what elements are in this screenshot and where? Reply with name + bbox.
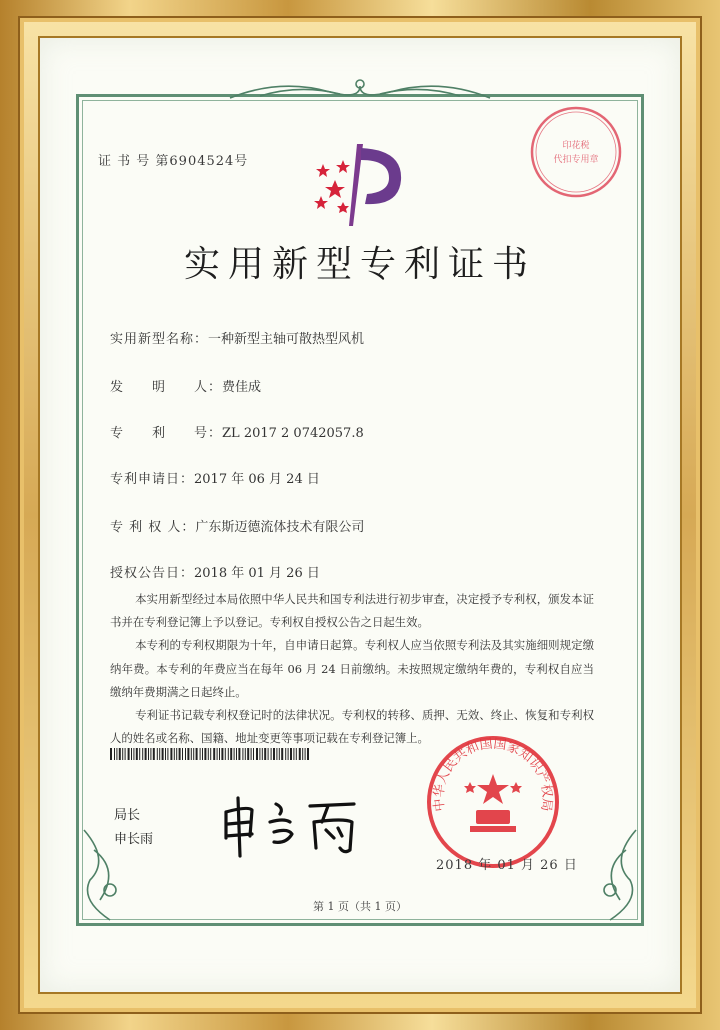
grant-date-value: 2018 年 01 月 26 日 [194, 566, 320, 581]
barcode-bar [196, 748, 198, 760]
barcode-bar [293, 748, 294, 760]
barcode-bar [213, 748, 215, 760]
barcode-bar [268, 748, 269, 760]
page-number: 第 1 页（共 1 页） [313, 900, 407, 913]
barcode-bar [264, 748, 266, 760]
barcode-bar [230, 748, 232, 760]
barcode-bar [176, 748, 177, 760]
patentee-label: 专 利 权 人： [110, 520, 196, 535]
barcode-bar [305, 748, 306, 760]
barcode-bar [122, 748, 123, 760]
barcode-bar [150, 748, 151, 760]
barcode-bar [302, 748, 303, 760]
barcode-bar [182, 748, 183, 760]
barcode-bar [251, 748, 252, 760]
barcode-bar [153, 748, 155, 760]
agent-seal-stamp [528, 104, 624, 200]
certificate-body [110, 588, 594, 750]
barcode [110, 748, 310, 760]
barcode-bar [148, 748, 149, 760]
cnipa-logo-icon [305, 140, 415, 230]
barcode-bar [307, 748, 309, 760]
signatory-title: 局长 [114, 808, 141, 823]
body-paragraph: 专利证书记载专利权登记时的法律状况。专利权的转移、质押、无效、终止、恢复和专利权人的姓名或名称、国籍、地址变更等事项记载在专利登记簿上。 [110, 708, 594, 746]
barcode-bar [114, 748, 115, 760]
top-ornament [80, 76, 640, 104]
barcode-bar [167, 748, 168, 760]
barcode-bar [136, 748, 138, 760]
filing-date-row [110, 468, 320, 487]
barcode-bar [162, 748, 164, 760]
barcode-bar [245, 748, 246, 760]
barcode-bar [191, 748, 192, 760]
barcode-bar [145, 748, 147, 760]
barcode-bar [179, 748, 181, 760]
inventor-row [110, 376, 261, 395]
barcode-bar [253, 748, 254, 760]
certificate-title: 实用新型专利证书 [183, 244, 536, 285]
body-paragraph: 本专利的专利权期限为十年，自申请日起算。专利权人应当依照专利法及其实施细则规定缴纳年费。本专利的年费应当在每年 06 月 24 日前缴纳。未按照规定缴纳年费的，专利权自应当缴纳年费期满之日起终止。 [110, 638, 594, 699]
barcode-bar [133, 748, 134, 760]
barcode-bar [281, 748, 283, 760]
barcode-bar [228, 748, 229, 760]
patent-number-value: ZL 2017 2 0742057.8 [222, 426, 364, 441]
seal-text: 中华人民共和国国家知识产权局 [431, 736, 555, 813]
barcode-bar [236, 748, 237, 760]
barcode-bar [208, 748, 209, 760]
barcode-bar [238, 748, 240, 760]
barcode-bar [279, 748, 280, 760]
barcode-bar [271, 748, 272, 760]
barcode-bar [159, 748, 160, 760]
utility-name-label: 实用新型名称： [110, 332, 209, 347]
national-ip-office-seal [418, 730, 568, 870]
barcode-bar [157, 748, 158, 760]
barcode-bar [204, 748, 206, 760]
patentee-value: 广东斯迈德流体技术有限公司 [195, 520, 365, 535]
signatory-name: 申长雨 [114, 832, 154, 847]
barcode-bar [119, 748, 121, 760]
barcode-bar [128, 748, 130, 760]
barcode-bar [202, 748, 203, 760]
barcode-bar [285, 748, 286, 760]
barcode-bar [193, 748, 194, 760]
barcode-bar [242, 748, 243, 760]
barcode-bar [142, 748, 143, 760]
barcode-bar [174, 748, 175, 760]
barcode-bar [247, 748, 249, 760]
patent-number-row [110, 422, 364, 441]
certificate-number: 证 书 号 第6904524号 [98, 154, 249, 169]
barcode-bar [299, 748, 301, 760]
barcode-bar [170, 748, 172, 760]
barcode-bar [217, 748, 218, 760]
barcode-bar [288, 748, 289, 760]
barcode-bar [125, 748, 126, 760]
filing-date-value: 2017 年 06 月 24 日 [194, 472, 320, 487]
barcode-bar [185, 748, 186, 760]
grant-date-label: 授权公告日： [110, 566, 195, 581]
barcode-bar [131, 748, 132, 760]
barcode-bar [219, 748, 220, 760]
inventor-value: 费佳成 [222, 380, 262, 395]
barcode-bar [210, 748, 211, 760]
barcode-bar [116, 748, 117, 760]
barcode-bar [139, 748, 140, 760]
signature-block [114, 804, 153, 852]
handwritten-signature [218, 792, 368, 862]
barcode-bar [256, 748, 258, 760]
barcode-bar [221, 748, 223, 760]
inventor-label: 发 明 人： [110, 380, 223, 395]
patentee-row [110, 516, 364, 535]
barcode-bar [200, 748, 201, 760]
barcode-bar [165, 748, 166, 760]
barcode-bar [225, 748, 226, 760]
barcode-bar [234, 748, 235, 760]
utility-name-value: 一种新型主轴可散热型风机 [208, 332, 365, 347]
barcode-bar [262, 748, 263, 760]
barcode-bar [259, 748, 260, 760]
barcode-bar [290, 748, 292, 760]
filing-date-label: 专利申请日： [110, 472, 195, 487]
barcode-bar [110, 748, 112, 760]
svg-text:印花税: 印花税 [562, 141, 590, 151]
svg-text:代扣专用章: 代扣专用章 [553, 155, 599, 165]
utility-name-row [110, 328, 364, 347]
barcode-bar [296, 748, 297, 760]
grant-date-row [110, 562, 320, 581]
patent-number-label: 专 利 号： [110, 426, 223, 441]
body-paragraph: 本实用新型经过本局依照中华人民共和国专利法进行初步审查，决定授予专利权，颁发本证书并在专利登记簿上予以登记。专利权自授权公告之日起生效。 [110, 592, 594, 630]
barcode-bar [273, 748, 275, 760]
barcode-bar [187, 748, 189, 760]
barcode-bar [276, 748, 277, 760]
seal-date: 2018 年 01 月 26 日 [436, 858, 578, 873]
